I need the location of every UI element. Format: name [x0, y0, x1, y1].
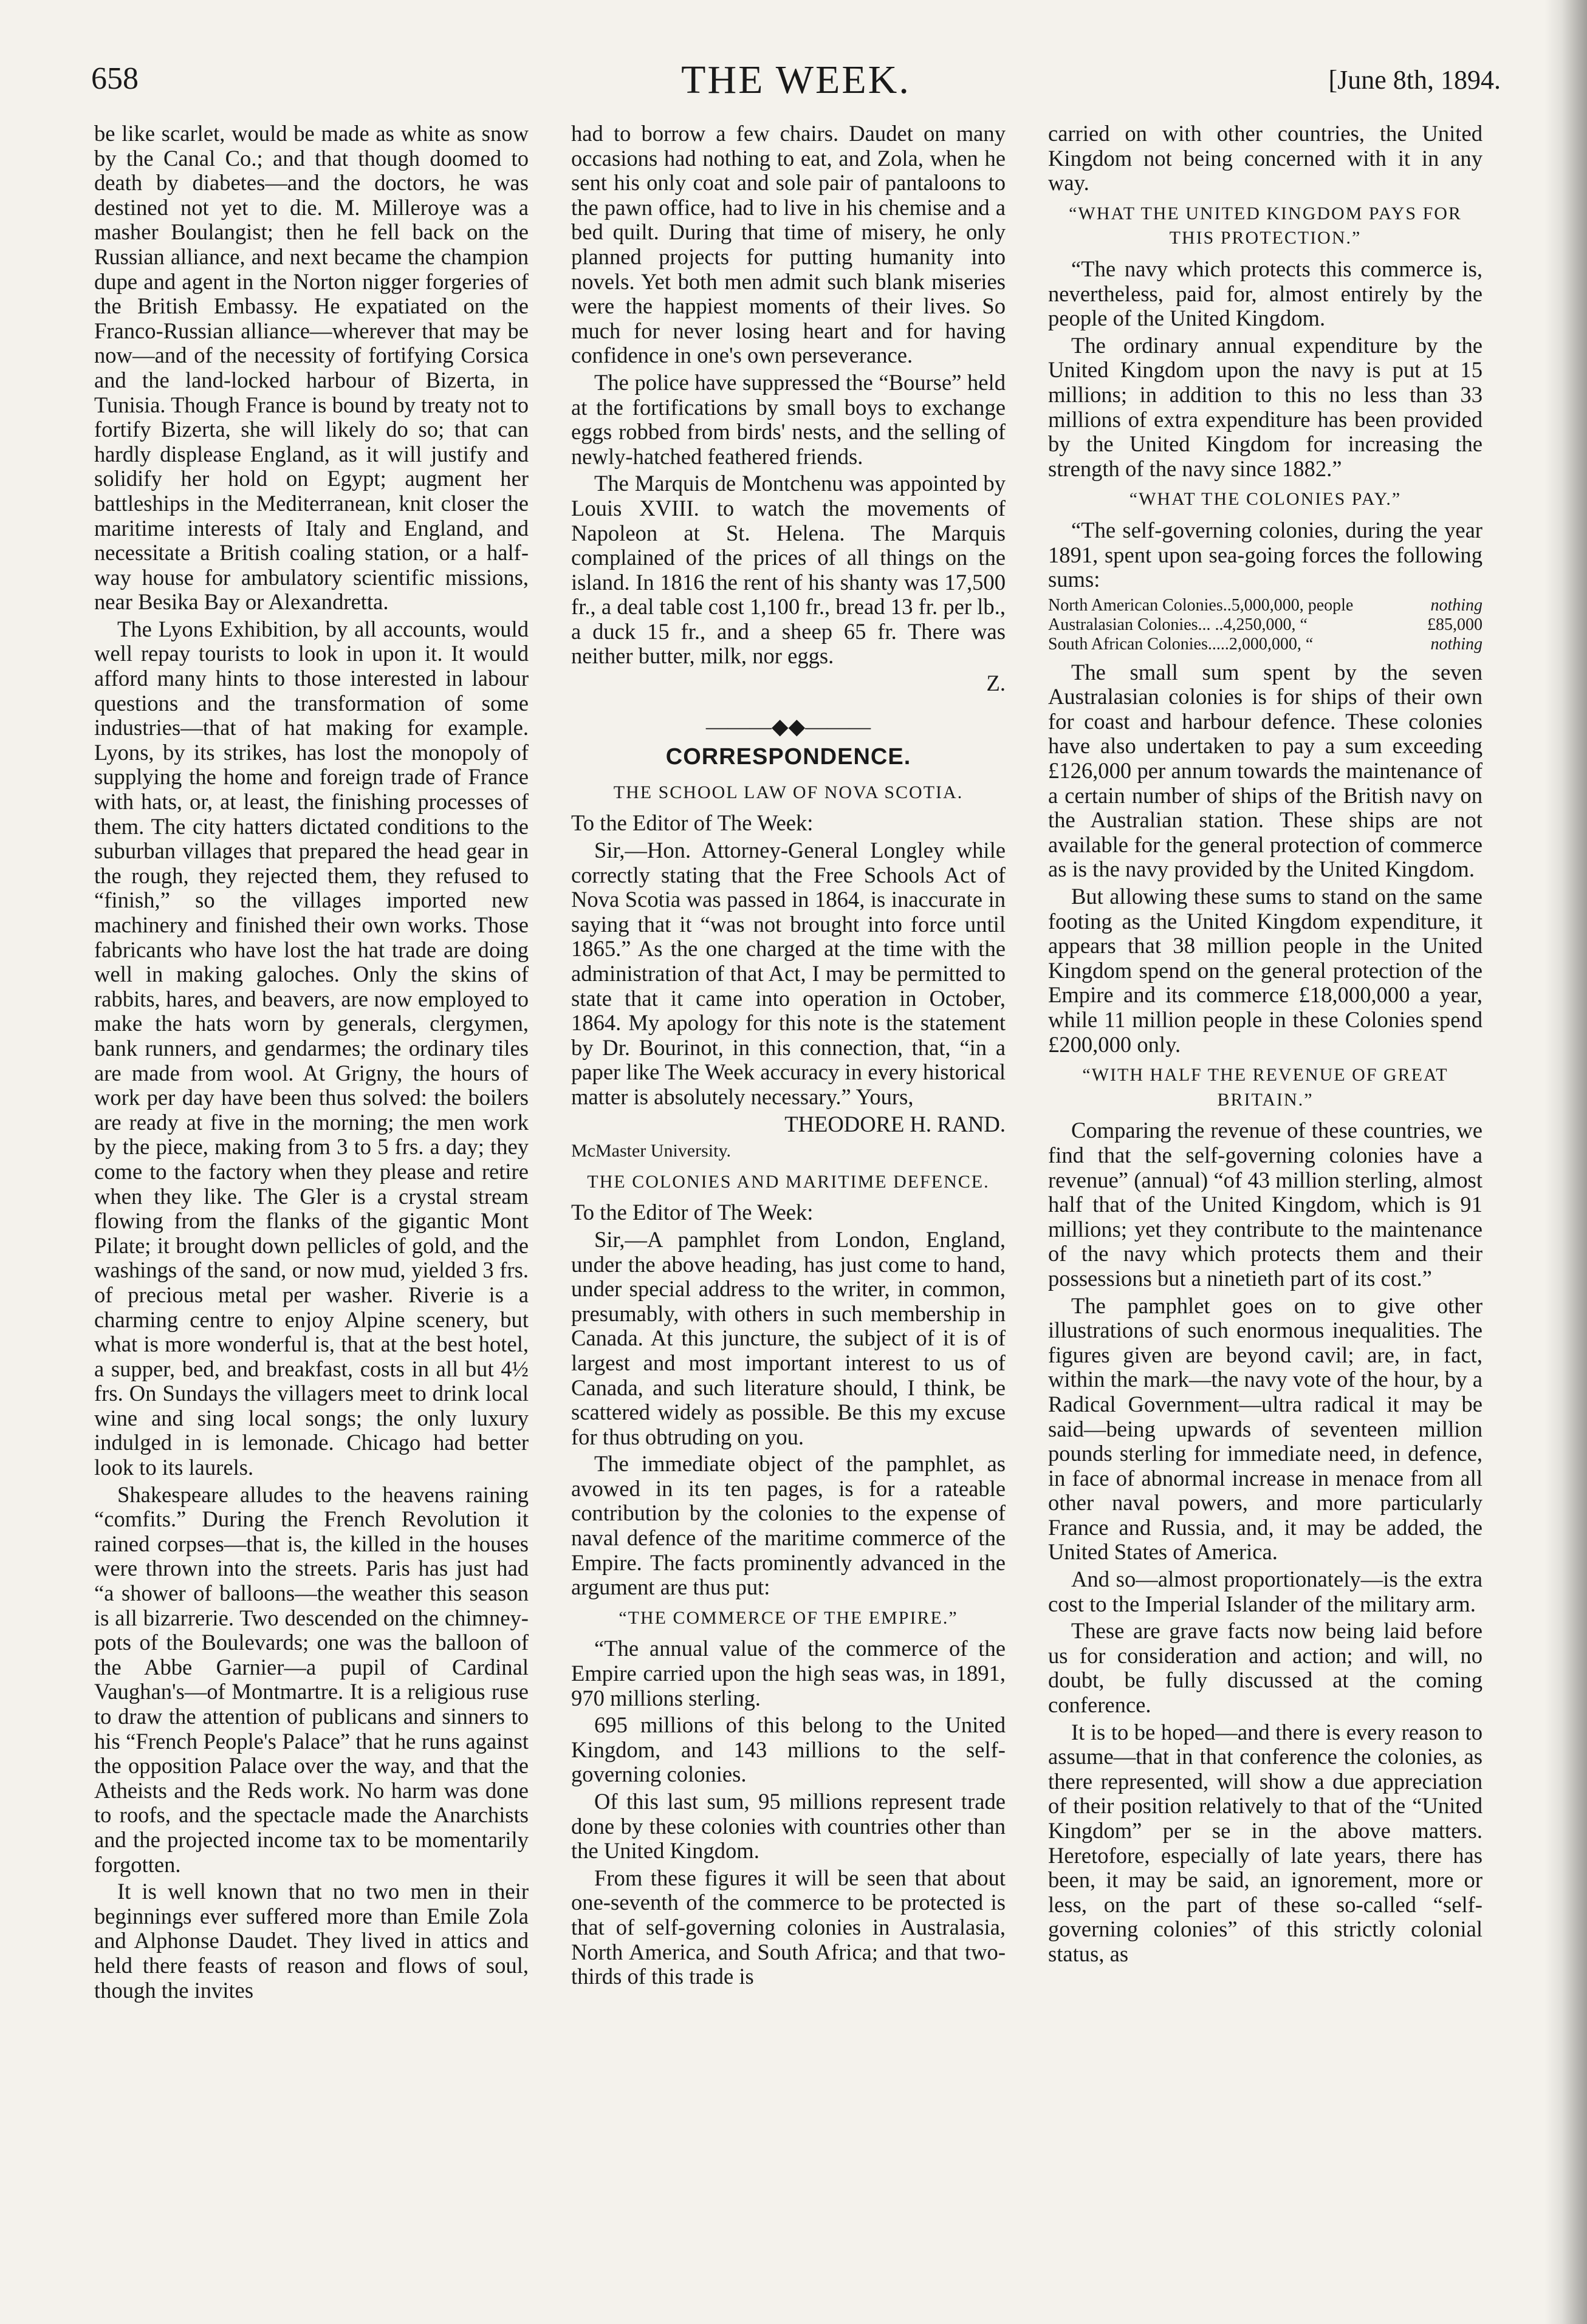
paragraph: The pamphlet goes on to give other illustrations of such enormous inequalities. The figures given are beyond cavil; are, in fact, within the mark—the navy vote of the hour, by a Radical Government—ultra radical it may be said—being upwards of seventeen million pounds sterling for immediate need, in defence, in face of abnormal increase in menace from all other naval powers, and more particularly France and Russia, and, it may be added, the United States of America. — [1048, 1293, 1482, 1565]
paragraph: The ordinary annual expenditure by the United Kingdom upon the navy is put at 15 millions; in addition to this no less than 33 millions of extra expenditure has been provided by the United Kingdom for increasing the strength of the navy since 1882.” — [1048, 332, 1482, 481]
table-cell: North American Colonies..5,000,000, people — [1048, 595, 1354, 615]
issue-date: [June 8th, 1894. — [1328, 65, 1501, 95]
table-cell: nothing — [1430, 634, 1482, 654]
quote-heading: “WHAT THE COLONIES PAY.” — [1129, 489, 1402, 510]
table-row — [1048, 635, 1482, 654]
quote-heading: “WHAT THE UNITED KINGDOM PAYS FOR THIS PROTECTION.” — [1069, 203, 1462, 248]
correspondence-heading: CORRESPONDENCE. — [665, 744, 911, 770]
quote-heading: “WITH HALF THE REVENUE OF GREAT BRITAIN.” — [1082, 1065, 1448, 1110]
quote-heading: “THE COMMERCE OF THE EMPIRE.” — [619, 1607, 958, 1628]
page-edge-shadow — [1544, 0, 1587, 2324]
table-cell: Australasian Colonies... ..4,250,000, “ — [1048, 615, 1308, 634]
paragraph: The small sum spent by the seven Australasian colonies is for ships of their own for coast and harbour defence. These colonies have also undertaken to pay a sum exceeding £126,000 per annum towards the maintenance of a certain number of ships of the British navy on the Australian station. These ships are not available for the general protection of commerce as is the navy provided by the United Kingdom. — [1048, 659, 1482, 882]
section-divider: ———◆◆——— — [705, 714, 871, 739]
table-row — [1048, 596, 1482, 615]
letter-signature: THEODORE H. RAND. — [784, 1111, 1006, 1136]
paragraph: It is well known that no two men in their beginnings ever suffered more than Emile Zola and Alphonse Daudet. They lived in attics and held there feasts of reason and flows of soul, though the invites — [94, 1879, 529, 2003]
page-header — [91, 58, 1501, 109]
column-1 — [94, 121, 529, 2005]
page-number: 658 — [91, 61, 139, 96]
paragraph: “The self-governing colonies, during the year 1891, spent upon sea-going forces the following sums: — [1048, 517, 1482, 592]
paragraph: “The navy which protects this commerce is, nevertheless, paid for, almost entirely by the people of the United Kingdom. — [1048, 256, 1482, 331]
paragraph: The immediate object of the pamphlet, as avowed in its ten pages, is for a rateable contribution by the colonies to the expense of naval defence of the maritime commerce of the Empire. The facts prominently advanced in the argument are thus put: — [571, 1451, 1006, 1600]
paragraph: Sir,—A pamphlet from London, England, under the above heading, has just come to hand, under special address to the writer, in common, presumably, with others in such membership in Canada. At this juncture, the subject of it is of largest and most important interest to us of Canada, and such literature should, I think, be scattered widely as possible. Be this my excuse for thus obtruding on you. — [571, 1226, 1006, 1449]
table-cell: nothing — [1430, 595, 1482, 615]
paragraph: The Lyons Exhibition, by all accounts, would well repay tourists to look in upon it. It would afford many hints to those interested in labour questions and the transformation of some industries—that of hat making for example. Lyons, by its strikes, has lost the monopoly of supplying the home and foreign trade of France with hats, or, at least, the finishing processes of them. The city hatters dictated conditions to the suburban villages that prepared the head gear in the rough, they rejected them, they refused to “finish,” so the villages imported new machinery and finished their own works. Those fabricants who have lost the hat trade are doing well in making galoches. Only the skins of rabbits, hares, and beavers, are now employed to make the hats worn by generals, clergymen, bank runners, and gendarmes; the ordinary tiles are made from wool. At Grigny, the hours of work per day have been thus solved: the boilers are ready at five in the morning; the men work by the piece, making from 3 to 5 frs. a day; they come to the factory when they please and retire when they like. The Gler is a crystal stream flowing from the flanks of the gigantic Mont Pilate; it brought down pellicles of gold, and the washings of the sand, or now mud, yielded 3 frs. of precious metal per washer. Riverie is a charming centre to enjoy Alpine scenery, but what is more wonderful is, that at the best hotel, a supper, bed, and breakfast, costs in all but 4½ frs. On Sundays the villagers meet to drink local wine and sing local songs; the only luxury indulged in is lemonade. Chicago had better look to its laurels. — [94, 616, 529, 1480]
paragraph: But allowing these sums to stand on the same footing as the United Kingdom expenditure, it appears that 38 million people in the United Kingdom spend on the general protection of the Empire and its commerce £18,000,000 a year, while 11 million people in these Colonies spend £200,000 only. — [1048, 884, 1482, 1057]
paragraph: had to borrow a few chairs. Daudet on many occasions had nothing to eat, and Zola, when he sent his only coat and sole pair of pantaloons to the pawn office, had to live in his chemise and a bed quilt. During that time of misery, he only planned projects for putting humanity into novels. Yet both men admit such blank miseries were the happiest moments of their lives. So much for never losing heart and for having confidence in one's own perseverance. — [571, 121, 1006, 368]
letter-title: THE COLONIES AND MARITIME DEFENCE. — [587, 1171, 990, 1192]
letter-salutation: To the Editor of The Week: — [571, 810, 814, 836]
paragraph: The police have suppressed the “Bourse” held at the fortifications by small boys to exchange eggs robbed from birds' nests, and the selling of newly-hatched feathered friends. — [571, 369, 1006, 469]
paragraph: These are grave facts now being laid before us for consideration and action; and will, no doubt, be fully discussed at the coming conference. — [1048, 1618, 1482, 1718]
paragraph: Shakespeare alludes to the heavens raining “comfits.” During the French Revolution it rained corpses—that is, the killed in the houses were thrown into the streets. Paris has just had “a shower of balloons—the weather this season is all bizarrerie. Two descended on the chimney-pots of the Boulevards; one was the balloon of the Abbe Garnier—a pupil of Cardinal Vaughan's—of Montmartre. It is a religious ruse to draw the attention of publicans and sinners to his “French People's Palace” that he runs against the opposition Palace over the way, and that the Atheists and the Reds work. No harm was done to roofs, and the spectacle made the Anarchists and the projected income tax to be momentarily forgotten. — [94, 1482, 529, 1877]
author-initial: Z. — [986, 671, 1006, 696]
paragraph: 695 millions of this belong to the United Kingdom, and 143 millions to the self-governing colonies. — [571, 1712, 1006, 1787]
letter-affiliation: McMaster University. — [571, 1141, 731, 1161]
paragraph: From these figures it will be seen that about one-seventh of the commerce to be protected is that of self-governing colonies in Australasia, North America, and South Africa; and that two-thirds of this trade is — [571, 1865, 1006, 1989]
paragraph: “The annual value of the commerce of the Empire carried upon the high seas was, in 1891, 970 millions sterling. — [571, 1636, 1006, 1711]
column-3 — [1048, 121, 1482, 1969]
paragraph: It is to be hoped—and there is every reason to assume—that in that conference the colonies, as there represented, will show a due appreciation of their position relatively to that of the “United Kingdom” per se in the above matters. Heretofore, especially of late years, there has been, it may be said, an ignorement, more or less, on the part of these so-called “self-governing colonies” of this strictly colonial status, as — [1048, 1719, 1482, 1966]
colonies-table — [1048, 596, 1482, 654]
table-cell: £85,000 — [1427, 615, 1482, 634]
column-2 — [571, 121, 1006, 1992]
letter-salutation: To the Editor of The Week: — [571, 1200, 814, 1225]
paragraph: And so—almost proportionately—is the extra cost to the Imperial Islander of the military arm. — [1048, 1567, 1482, 1616]
paragraph: carried on with other countries, the United Kingdom not being concerned with it in any way. — [1048, 121, 1482, 196]
letter-body: Sir,—Hon. Attorney-General Longley while correctly stating that the Free Schools Act of Nova Scotia was passed in 1864, is inaccurate in saying that it “was not brought into force until 1865.” As the one charged at the time with the administration of that Act, I may be permitted to state that it came into operation in October, 1864. My apology for this note is the statement by Dr. Bourinot, in this connection, that, “in a paper like The Week accuracy in every historical matter is absolutely necessary.” Yours, — [571, 838, 1006, 1109]
paragraph: The Marquis de Montchenu was appointed by Louis XVIII. to watch the movements of Napoleon at St. Helena. The Marquis complained of the prices of all things on the island. In 1816 the rent of his shanty was 17,500 fr., a deal table cost 1,100 fr., bread 13 fr. per lb., a duck 15 fr., and a sheep 65 fr. There was neither butter, milk, nor eggs. — [571, 471, 1006, 669]
paragraph: Of this last sum, 95 millions represent trade done by these colonies with countries other than the United Kingdom. — [571, 1789, 1006, 1864]
masthead-title: THE WEEK. — [681, 58, 911, 102]
table-row — [1048, 615, 1482, 635]
paragraph: Comparing the revenue of these countries, we find that the self-governing colonies have a revenue” (annual) “of 43 million sterling, almost half that of the United Kingdom, which is 91 millions; yet they contribute to the maintenance of the navy which protects them and their possessions but a ninetieth part of its cost.” — [1048, 1118, 1482, 1291]
paragraph: be like scarlet, would be made as white as snow by the Canal Co.; and that though doomed to death by diabetes—and the doctors, he was destined not yet to die. M. Milleroye was a masher Boulangist; then he fell back on the Russian alliance, and next became the champion dupe and agent in the Norton nigger forgeries of the British Embassy. He expatiated on the Franco-Russian alliance—wherever that may be now—and of the necessity of fortifying Corsica and the land-locked harbour of Bizerta, in Tunisia. Though France is bound by treaty not to fortify Bizerta, she will likely do so; that can hardly displease England, as it will justify and solidify her hold on Egypt; augment her battleships in the Mediterranean, knit closer the maritime interests of Italy and England, and necessitate a British coaling station, or a half-way house for ambulatory scientific missions, near Besika Bay or Alexandretta. — [94, 121, 529, 615]
table-cell: South African Colonies.....2,000,000, “ — [1048, 634, 1314, 654]
letter-title: THE SCHOOL LAW OF NOVA SCOTIA. — [613, 782, 964, 802]
